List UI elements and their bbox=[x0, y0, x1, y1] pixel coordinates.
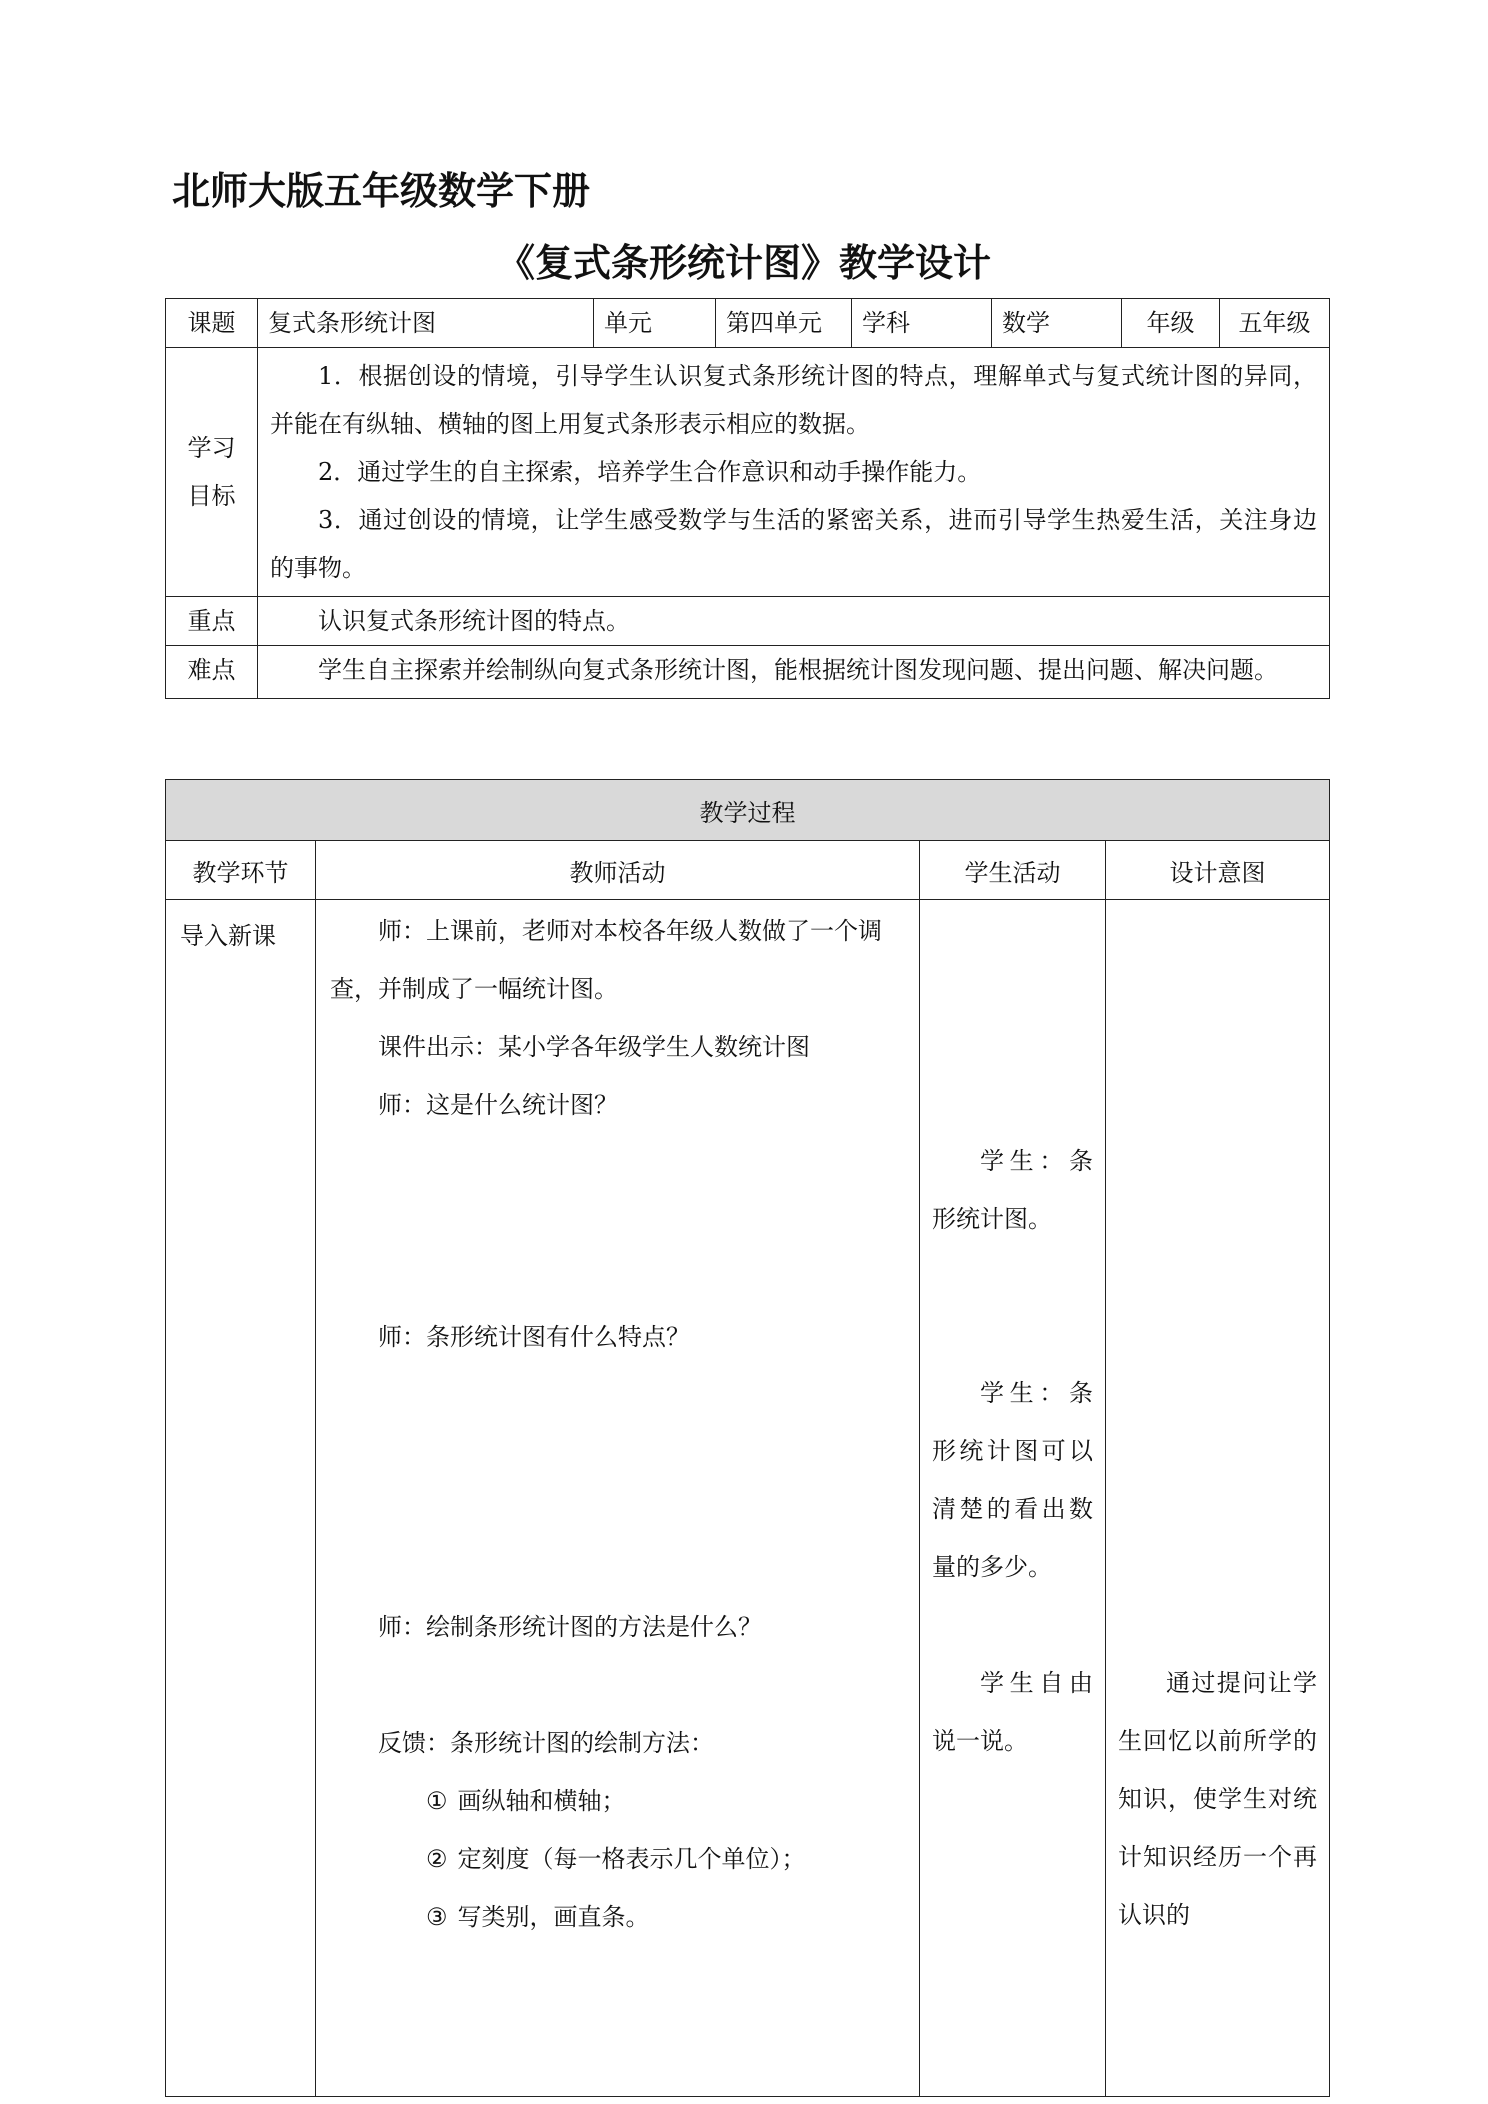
key-value: 认识复式条形统计图的特点。 bbox=[318, 607, 630, 635]
subject-value: 数学 bbox=[992, 299, 1122, 348]
grade-value: 五年级 bbox=[1220, 299, 1330, 348]
step-text: 写类别，画直条。 bbox=[457, 1903, 650, 1931]
student-answer: 学生：条形统计图。 bbox=[932, 1147, 1093, 1233]
info-row-goals bbox=[166, 348, 1330, 597]
teacher-line: 师：这是什么统计图？ bbox=[378, 1091, 618, 1119]
student-activity-cell bbox=[920, 900, 1106, 2097]
goals-label-line-1: 学习 bbox=[187, 434, 236, 462]
process-section-row bbox=[166, 780, 1330, 841]
document-title: 《复式条形统计图》教学设计 bbox=[496, 241, 991, 285]
intent-cell bbox=[1106, 900, 1330, 2097]
student-answer: 学生：条形统计图可以清楚的看出数量的多少。 bbox=[932, 1379, 1093, 1581]
topic-value: 复式条形统计图 bbox=[258, 299, 594, 348]
intent-text: 通过提问让学生回忆以前所学的知识，使学生对统计知识经历一个再认识的 bbox=[1118, 1669, 1317, 1929]
method-step bbox=[330, 1830, 905, 1888]
col-intent-header: 设计意图 bbox=[1106, 841, 1330, 900]
subject-label: 学科 bbox=[852, 299, 992, 348]
info-row-topic bbox=[166, 299, 1330, 348]
teacher-line: 师：上课前，老师对本校各年级人数做了一个调查，并制成了一幅统计图。 bbox=[330, 917, 882, 1003]
goals-text bbox=[258, 348, 1330, 597]
process-table bbox=[165, 779, 1330, 2097]
info-row-key bbox=[166, 597, 1330, 646]
teacher-line: 反馈：条形统计图的绘制方法： bbox=[378, 1729, 714, 1757]
grade-label: 年级 bbox=[1122, 299, 1220, 348]
key-value-cell bbox=[258, 597, 1330, 646]
unit-label: 单元 bbox=[594, 299, 716, 348]
step-text: 画纵轴和横轴； bbox=[457, 1787, 626, 1815]
col-stage-header: 教学环节 bbox=[166, 841, 316, 900]
step-number: ③ bbox=[426, 1903, 448, 1931]
process-section-title: 教学过程 bbox=[166, 780, 1330, 841]
goals-label bbox=[166, 348, 258, 597]
stage-cell: 导入新课 bbox=[166, 900, 316, 2097]
topic-label: 课题 bbox=[166, 299, 258, 348]
document-header: 北师大版五年级数学下册 bbox=[172, 169, 591, 213]
difficulty-value: 学生自主探索并绘制纵向复式条形统计图，能根据统计图发现问题、提出问题、解决问题。 bbox=[318, 656, 1278, 684]
step-number: ② bbox=[426, 1845, 448, 1873]
difficulty-value-cell bbox=[258, 646, 1330, 699]
teacher-line: 师：条形统计图有什么特点？ bbox=[378, 1323, 690, 1351]
step-text: 定刻度（每一格表示几个单位）； bbox=[457, 1845, 806, 1873]
step-number: ① bbox=[426, 1787, 448, 1815]
info-table bbox=[165, 298, 1330, 699]
goal-item: 1．根据创设的情境，引导学生认识复式条形统计图的特点，理解单式与复式统计图的异同，并能在有纵轴、横轴的图上用复式条形表示相应的数据。 bbox=[270, 362, 1317, 438]
teacher-line: 课件出示：某小学各年级学生人数统计图 bbox=[378, 1033, 810, 1061]
col-student-header: 学生活动 bbox=[920, 841, 1106, 900]
process-header-row bbox=[166, 841, 1330, 900]
info-row-difficulty bbox=[166, 646, 1330, 699]
teacher-line: 师：绘制条形统计图的方法是什么？ bbox=[378, 1613, 762, 1641]
process-row-intro bbox=[166, 900, 1330, 2097]
teacher-activity-cell bbox=[316, 900, 920, 2097]
goals-label-line-2: 目标 bbox=[187, 482, 236, 510]
difficulty-label: 难点 bbox=[166, 646, 258, 699]
student-answer: 学生自由说一说。 bbox=[932, 1669, 1093, 1755]
col-teacher-header: 教师活动 bbox=[316, 841, 920, 900]
goal-item: 2．通过学生的自主探索，培养学生合作意识和动手操作能力。 bbox=[318, 458, 982, 486]
method-step bbox=[330, 1772, 905, 1830]
goal-item: 3．通过创设的情境，让学生感受数学与生活的紧密关系，进而引导学生热爱生活，关注身边的事物。 bbox=[270, 506, 1317, 582]
unit-value: 第四单元 bbox=[716, 299, 852, 348]
key-label: 重点 bbox=[166, 597, 258, 646]
method-step bbox=[330, 1888, 905, 1946]
